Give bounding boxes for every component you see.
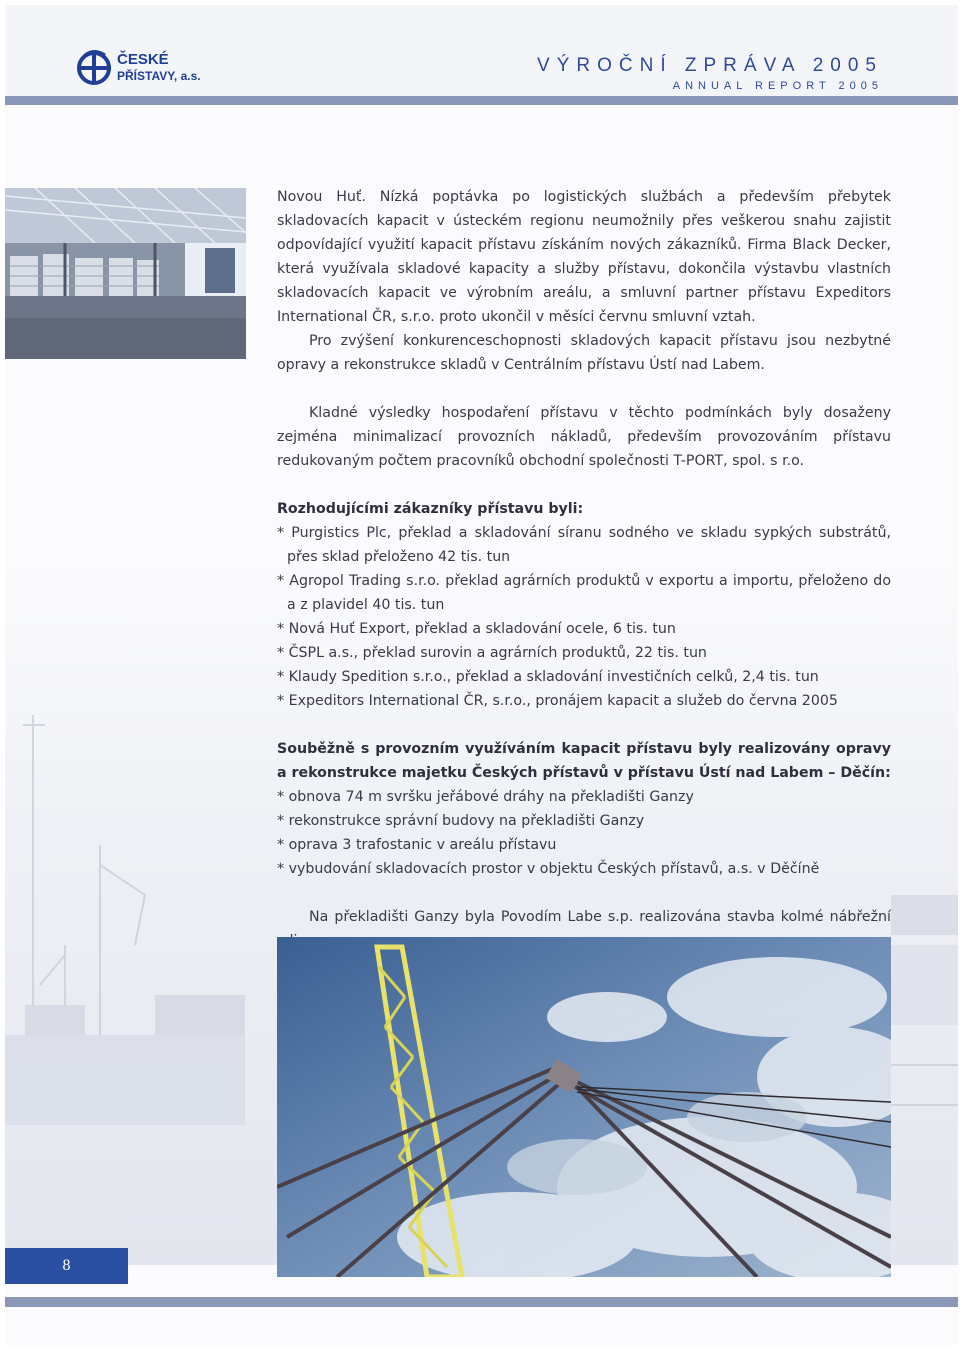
customers-heading: Rozhodujícími zákazníky přístavu byli: [277, 501, 584, 517]
repairs-heading: Souběžně s provozním využíváním kapacit přístavu byly realizovány opravy a rekonstrukce majetku Českých přístavů v přístavu Ústí nad Labem – Děčín: [277, 741, 891, 781]
customer-item: * Expeditors International ČR, s.r.o., pronájem kapacit a služeb do června 2005 [277, 693, 838, 709]
repair-item: * vybudování skladovacích prostor v objektu Českých přístavů, a.s. v Děčíně [277, 861, 820, 877]
paragraph-3: Kladné výsledky hospodaření přístavu v těchto podmínkách byly dosaženy zejména minimalizací provozních nákladů, především provozováním přístavu redukovaným počtem pracovníků obchodní společnosti T-PORT, spol. s r.o. [277, 405, 891, 469]
page [5, 5, 958, 1345]
company-name-line1: ČESKÉ [117, 51, 169, 68]
main-text [277, 185, 891, 953]
repair-item: * rekonstrukce správní budovy na překladišti Ganzy [277, 813, 645, 829]
logo-mark-icon [75, 47, 115, 85]
report-title [537, 55, 883, 92]
customer-item: * Klaudy Spedition s.r.o., překlad a skladování investičních celků, 2,4 tis. tun [277, 669, 819, 685]
footer-bar [5, 1297, 958, 1307]
crane-photo [277, 937, 891, 1277]
repair-item: * obnova 74 m svršku jeřábové dráhy na překladišti Ganzy [277, 789, 694, 805]
warehouse-photo [5, 188, 246, 359]
company-logo [75, 47, 245, 92]
paragraph-2: Pro zvýšení konkurenceschopnosti skladových kapacit přístavu jsou nezbytné opravy a rekonstrukce skladů v Centrálním přístavu Ústí nad Labem. [277, 333, 891, 373]
repair-item: * oprava 3 trafostanic v areálu přístavu [277, 837, 557, 853]
customer-item: * ČSPL a.s., překlad surovin a agrárních produktů, 22 tis. tun [277, 645, 707, 661]
customer-item: * Purgistics Plc, překlad a skladování síranu sodného ve skladu sypkých substrátů, přes sklad přeloženo 42 tis. tun [277, 525, 891, 565]
customer-item: * Agropol Trading s.r.o. překlad agrárních produktů v exportu a importu, přeloženo do a z plavidel 40 tis. tun [277, 573, 891, 613]
report-title-cz: VÝROČNÍ ZPRÁVA 2005 [537, 55, 883, 76]
header-bar [5, 96, 958, 105]
paragraph-4: Na překladišti Ganzy byla Povodím Labe s.p. realizována stavba kolmé nábřežní [309, 909, 891, 925]
report-title-en: ANNUAL REPORT 2005 [672, 80, 883, 92]
customer-item: * Nová Huť Export, překlad a skladování ocele, 6 tis. tun [277, 621, 676, 637]
page-number: 8 [5, 1248, 128, 1284]
paragraph-1: Novou Huť. Nízká poptávka po logistických službách a především přebytek skladovacích kapacit v ústeckém regionu neumožnily přes veškerou snahu zajistit odpovídající využití kapacit přístavu získáním nových zákazníků. Firma Black Decker, která využívala skladové kapacity a služby přístavu, dokončila výstavbu vlastních skladovacích kapacit ve výrobním areálu, a smluvní partner přístavu Expeditors International ČR, s.r.o. proto ukončil v měsíci červnu smluvní vztah. [277, 189, 891, 325]
company-name-line2: PŘÍSTAVY, a.s. [117, 69, 201, 83]
